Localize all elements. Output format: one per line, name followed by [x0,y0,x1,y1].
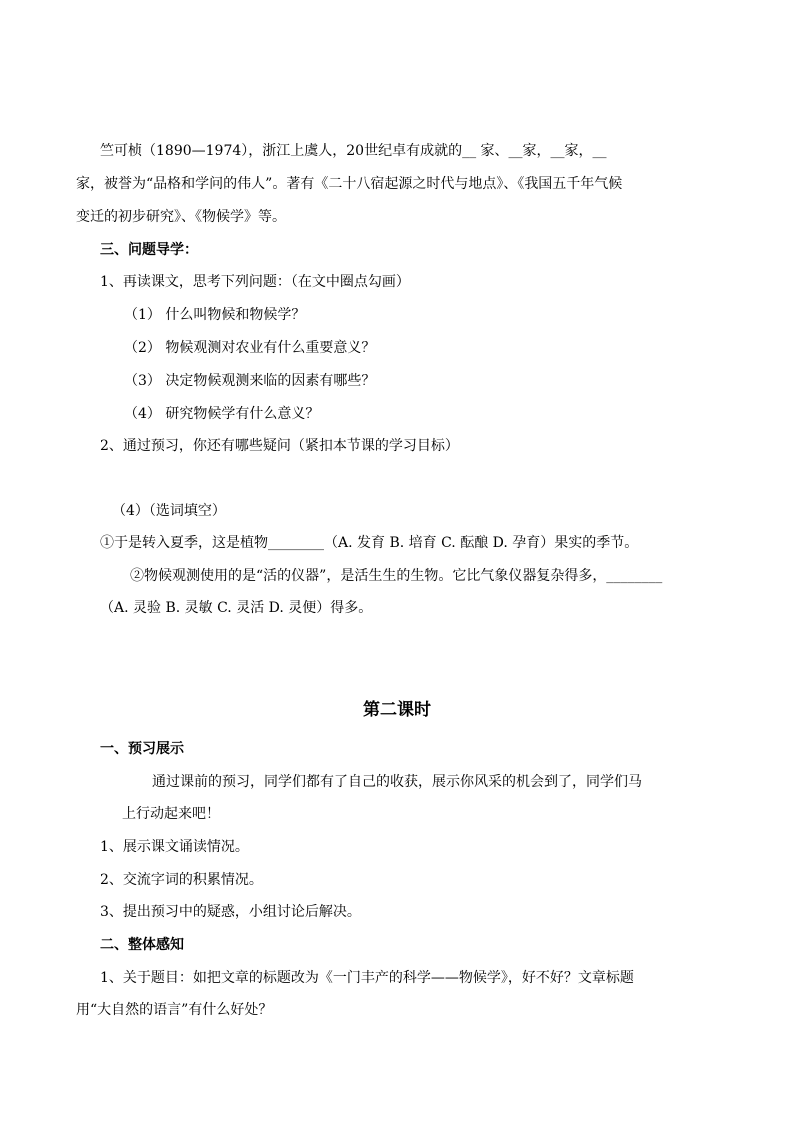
lesson-2-item-3: 3、提出预习中的疑惑，小组讨论后解决。 [100,904,361,920]
fill-blank-item-2-cont: （A. 灵验 B. 灵敏 C. 灵活 D. 灵便）得多。 [100,600,373,616]
lesson-2-item-2: 2、交流字词的积累情况。 [100,872,263,888]
sub-question-2: （2） 物候观测对农业有什么重要意义？ [124,340,376,356]
question-1: 1、再读课文，思考下列问题：（在文中圈点勾画） [100,274,410,290]
sub-question-3: （3） 决定物候观测来临的因素有哪些？ [124,373,376,389]
lesson-2-section-2-question-line-1: 1、关于题目：如把文章的标题改为《一门丰产的科学——物候学》，好不好？文章标题 [100,970,634,986]
lesson-2-para-line-1: 通过课前的预习，同学们都有了自己的收获，展示你风采的机会到了，同学们马 [152,774,642,790]
lesson-2-section-2-heading: 二、整体感知 [100,937,184,953]
lesson-2-section-2-question-line-2: 用“大自然的语言”有什么好处？ [76,1002,273,1018]
section-3-heading: 三、问题导学： [100,242,198,258]
fill-blank-item-1: ①于是转入夏季，这是植物________（A. 发育 B. 培育 C. 酝酿 D. 孕育）果实的季节。 [100,535,639,551]
sub-question-4: （4） 研究物候学有什么意义？ [124,406,320,422]
lesson-2-item-1: 1、展示课文诵读情况。 [100,839,249,855]
fill-blank-item-2: ②物候观测使用的是“活的仪器”，是活生生的生物。它比气象仪器复杂得多，________ [130,568,663,584]
sub-question-1: （1） 什么叫物候和物候学？ [124,307,306,323]
intro-line-1: 竺可桢（1890—1974），浙江上虞人，20世纪卓有成就的__ 家、__家，__家，__ [100,143,607,159]
lesson-2-section-1-heading: 一、预习展示 [100,741,184,757]
lesson-2-para-line-2: 上行动起来吧！ [122,806,220,822]
fill-blank-heading: （4）（选词填空） [112,503,226,519]
lesson-2-title: 第二课时 [363,700,431,720]
question-2: 2、通过预习，你还有哪些疑问（紧扣本节课的学习目标） [100,438,459,454]
intro-line-2: 家，被誉为“品格和学问的伟人”。著有《二十八宿起源之时代与地点》、《我国五千年气候 [76,176,623,192]
intro-line-3: 变迁的初步研究》、《物候学》等。 [76,209,286,225]
